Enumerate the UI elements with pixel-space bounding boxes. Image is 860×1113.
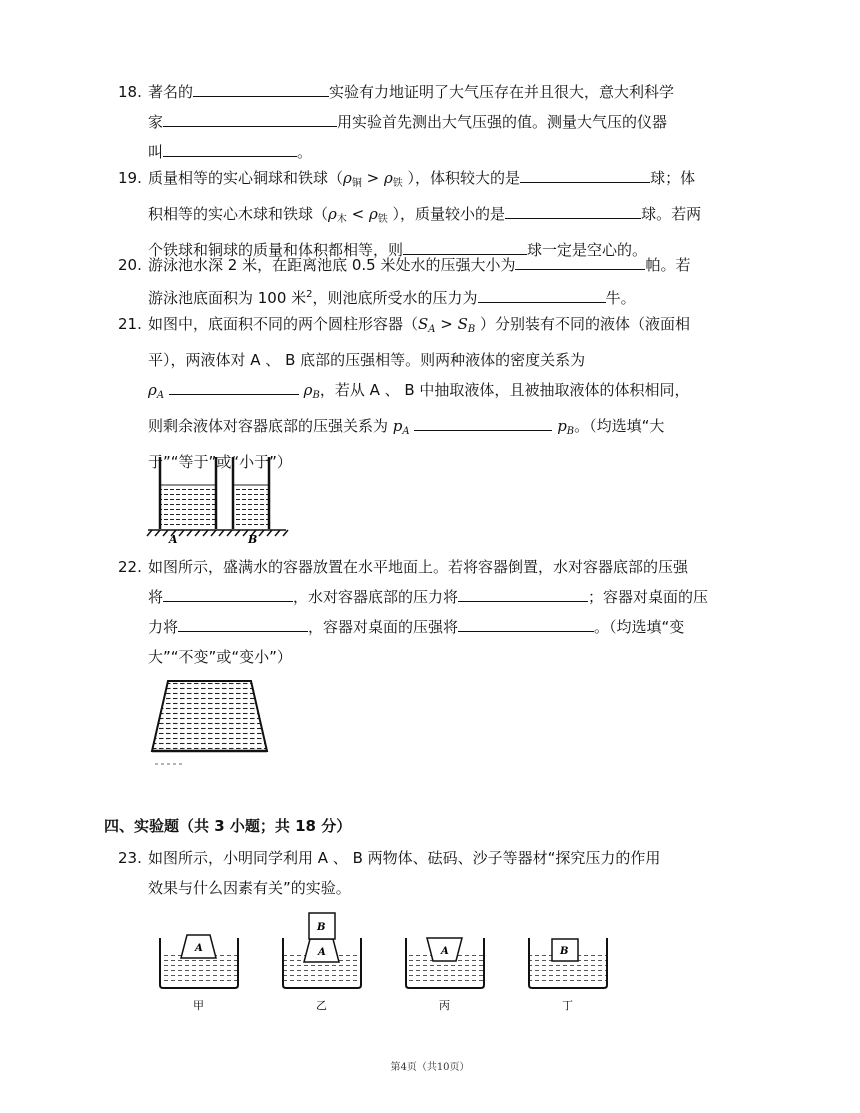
answer-blank[interactable] (169, 378, 299, 395)
answer-blank[interactable] (163, 110, 337, 127)
answer-blank[interactable] (458, 615, 594, 632)
question-number: 19. (118, 169, 142, 187)
answer-blank[interactable] (505, 202, 641, 219)
page-footer: 第4页（共10页） (390, 1062, 470, 1073)
answer-blank[interactable] (515, 253, 645, 270)
tray-ding (529, 938, 607, 1012)
label-yi: 乙 (316, 999, 327, 1012)
label-a: A (169, 533, 178, 544)
svg-text:B: B (560, 946, 569, 957)
svg-text:A: A (441, 946, 449, 957)
svg-text:A: A (318, 947, 326, 958)
question-20: 20. 游泳池水深 2 米，在距离池底 0.5 米处水的压强大小为 帕。若 游泳池底面积为 100 米$^2$，则池底所受水的压力为 牛。 (118, 250, 758, 313)
label-bing: 丙 (439, 999, 450, 1012)
answer-blank[interactable] (478, 286, 606, 303)
question-22: 22. 如图所示，盛满水的容器放置在水平地面上。若将容器倒置，水对容器底部的压强 将 ，水对容器底部的压力将 ；容器对桌面的压 力将 ，容器对桌面的压强将 。（均选填“变 大”“不变”或“变小”） (118, 552, 758, 672)
answer-blank[interactable] (163, 585, 293, 602)
section-heading: 四、实验题（共 3 小题；共 18 分） (104, 817, 352, 835)
svg-text:A: A (195, 943, 203, 954)
answer-blank[interactable] (163, 140, 297, 157)
question-number: 18. (118, 83, 142, 101)
tray-bing (406, 938, 484, 1012)
figure-21-containers (146, 452, 292, 544)
figure-23-sand-trays (150, 908, 626, 1020)
answer-blank[interactable] (458, 585, 588, 602)
question-number: 23. (118, 849, 142, 867)
answer-blank[interactable] (193, 80, 329, 97)
question-19: 19. 质量相等的实心铜球和铁球（$\rho_铜 > \rho_铁$ ），体积较大的是 球；体 积相等的实心木球和铁球（$\rho_木 < \rho_铁$ ），质量较小的是 球。若两 个铁球和铜球的质量和体积都相等，则 球一定是空心的。 (118, 163, 758, 265)
question-18: 18. 著名的 实验有力地证明了大气压存在并且很大，意大利科学 家 用实验首先测出大气压强的值。测量大气压的仪器 叫 。 (118, 77, 758, 167)
answer-blank[interactable] (520, 166, 650, 183)
answer-blank[interactable] (178, 615, 308, 632)
water-fill (152, 681, 267, 751)
question-number: 21. (118, 315, 142, 333)
label-ding: 丁 (562, 999, 573, 1012)
tray-yi (283, 913, 361, 1012)
svg-text:B: B (317, 922, 326, 933)
tray-jia (160, 935, 238, 1012)
question-21: 21. 如图中，底面积不同的两个圆柱形容器（$S_A > S_B$ ）分别装有不同的液体（液面相 平），两液体对 A 、 B 底部的压强相等。则两种液体的密度关系为 $\rho_A$ $\rho_B$，若从 A 、 B 中抽取液体，且被抽取液体的体积相同， 则剩余液体对容器底部的压强关系为 $p_A$ $p_B$。（均选填“大 于”“等于”或“小于”） (118, 309, 758, 477)
question-23: 23. 如图所示，小明同学利用 A 、 B 两物体、砝码、沙子等器材“探究压力的作用 效果与什么因素有关”的实验。 (118, 843, 758, 903)
question-number: 22. (118, 558, 142, 576)
figure-22-container (145, 676, 275, 768)
liquid-a (161, 485, 215, 529)
label-b: B (248, 533, 258, 544)
question-number: 20. (118, 256, 142, 274)
answer-blank[interactable] (414, 414, 552, 431)
label-jia: 甲 (193, 999, 204, 1012)
liquid-b (234, 485, 268, 529)
